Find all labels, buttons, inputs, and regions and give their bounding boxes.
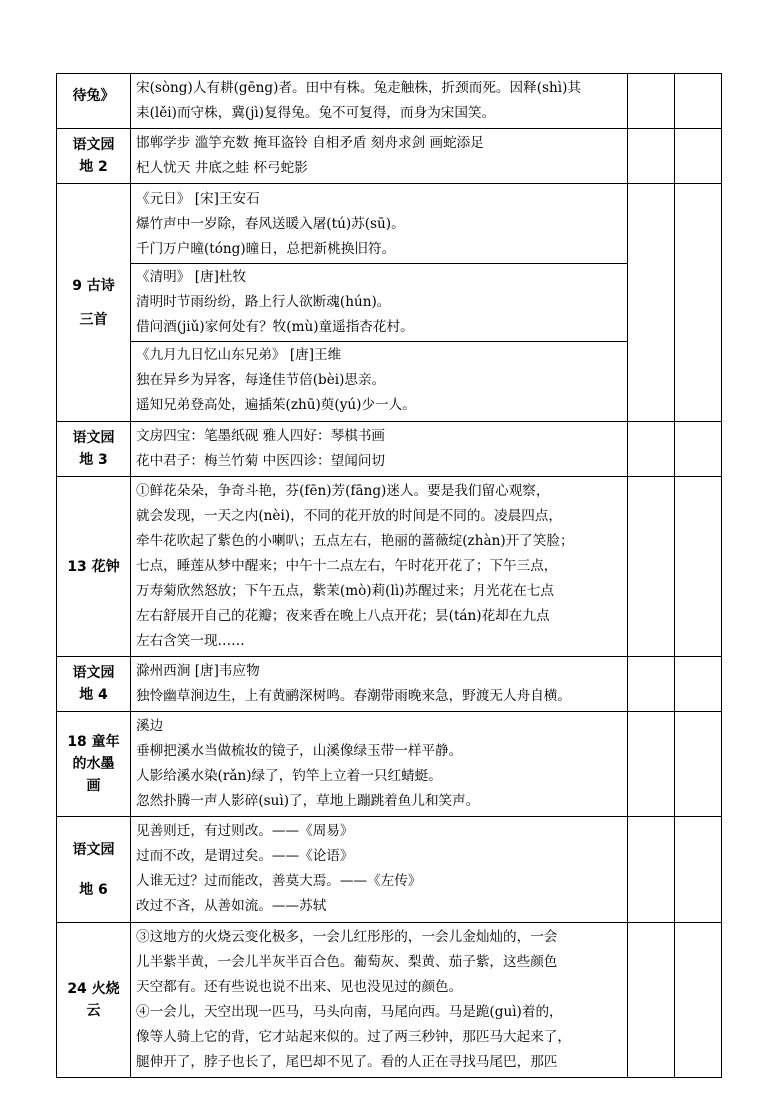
- check-cell-2: [675, 74, 722, 129]
- recitation-content-cell: [131, 923, 628, 1078]
- content-line: ①鲜花朵朵，争奇斗艳，芬(fēn)芳(fāng)迷人。要是我们留心观察，: [136, 483, 550, 499]
- check-cell-1: [628, 184, 675, 422]
- lesson-title-line: 地 2: [79, 159, 108, 175]
- content-line: 牵牛花吹起了紫色的小喇叭；五点左右，艳丽的蔷薇绽(zhàn)开了笑脸；: [136, 533, 574, 549]
- check-cell-2: [675, 422, 722, 477]
- lesson-title-line: 云: [86, 1003, 101, 1019]
- table-row: [57, 817, 722, 923]
- poem-line: 借问酒(jiǔ)家何处有？牧(mù)童遥指杏花村。: [136, 319, 414, 335]
- recitation-content-cell: [131, 712, 628, 817]
- recitation-content-cell: [131, 184, 628, 422]
- table-row: [57, 184, 722, 422]
- poem-title: 《九月九日忆山东兄弟》 [唐]王维: [136, 347, 342, 363]
- recitation-content-cell: [131, 422, 628, 477]
- check-cell-1: [628, 657, 675, 712]
- table-row: [57, 477, 722, 657]
- content-line: 左右含笑一现……: [136, 633, 245, 649]
- content-line: ③这地方的火烧云变化极多，一会儿红彤彤的，一会儿金灿灿的，一会: [136, 929, 558, 945]
- content-line: ④一会儿，天空出现一匹马，马头向南，马尾向西。马是跪(guì)着的，: [136, 1004, 563, 1020]
- recitation-content-cell: [131, 129, 628, 184]
- content-line: 垂柳把溪水当做梳妆的镜子，山溪像绿玉带一样平静。: [136, 743, 463, 759]
- content-line: 花中君子：梅兰竹菊 中医四诊：望闻问切: [136, 453, 386, 469]
- lesson-title-line: 语文园: [72, 137, 115, 153]
- lesson-title-cell: [57, 477, 131, 657]
- content-line: 天空都有。还有些说也说不出来、见也没见过的颜色。: [136, 979, 463, 995]
- table-row: [57, 74, 722, 129]
- lesson-title-cell: [57, 74, 131, 129]
- poem-line: 千门万户曈(tóng)曈日，总把新桃换旧符。: [136, 241, 396, 257]
- poem-block: [131, 264, 627, 342]
- content-line: 耒(lěi)而守株，冀(jì)复得兔。兔不可复得，而身为宋国笑。: [136, 105, 496, 121]
- check-cell-2: [675, 477, 722, 657]
- content-line: 左右舒展开自己的花瓣；夜来香在晚上八点开花；昙(tán)花却在九点: [136, 608, 550, 624]
- table-row: [57, 422, 722, 477]
- content-line: 腿伸开了，脖子也长了，尾巴却不见了。看的人正在寻找马尾巴，那匹: [136, 1054, 558, 1070]
- content-line: 七点，睡莲从梦中醒来；中午十二点左右，午时花开花了；下午三点，: [136, 558, 558, 574]
- lesson-title-line: 地 3: [79, 452, 108, 468]
- check-cell-2: [675, 184, 722, 422]
- poem-line: 爆竹声中一岁除，春风送暖入屠(tú)苏(sū)。: [136, 216, 405, 232]
- table-row: [57, 657, 722, 712]
- poem-block: [131, 342, 627, 419]
- content-line: 像等人骑上它的背，它才站起来似的。过了两三秒钟，那匹马大起来了，: [136, 1029, 571, 1045]
- check-cell-2: [675, 817, 722, 923]
- lesson-title-line: 的水墨: [72, 756, 115, 772]
- lesson-title-line: 语文园: [72, 841, 115, 858]
- check-cell-2: [675, 923, 722, 1078]
- table-row: [57, 129, 722, 184]
- lesson-title-line: 9 古诗: [72, 277, 115, 294]
- content-line: 万寿菊欣然怒放；下午五点，紫茉(mò)莉(lì)苏醒过来；月光花在七点: [136, 583, 555, 599]
- content-line: 溪边: [136, 718, 164, 734]
- content-line: 杞人忧天 井底之蛙 杯弓蛇影: [136, 160, 308, 176]
- check-cell-2: [675, 712, 722, 817]
- content-line: 人影给溪水染(rǎn)绿了，钓竿上立着一只红蜻蜓。: [136, 768, 442, 784]
- check-cell-2: [675, 657, 722, 712]
- check-cell-1: [628, 712, 675, 817]
- recitation-content-cell: [131, 817, 628, 923]
- lesson-title-line: 13 花钟: [67, 558, 120, 575]
- lesson-title-cell: [57, 184, 131, 422]
- recitation-table: [56, 73, 722, 1078]
- lesson-title-line: 语文园: [72, 665, 115, 681]
- lesson-title-cell: [57, 657, 131, 712]
- recitation-content-cell: [131, 74, 628, 129]
- lesson-title-line: 地 6: [79, 881, 108, 898]
- recitation-table-body: [57, 74, 722, 1078]
- lesson-title-line: 24 火烧: [67, 981, 120, 997]
- check-cell-1: [628, 817, 675, 923]
- check-cell-1: [628, 74, 675, 129]
- lesson-title-cell: [57, 923, 131, 1078]
- check-cell-1: [628, 129, 675, 184]
- content-line: 见善则迁，有过则改。——《周易》: [136, 823, 354, 839]
- recitation-content-cell: [131, 657, 628, 712]
- content-line: 独怜幽草涧边生，上有黄鹂深树鸣。春潮带雨晚来急，野渡无人舟自横。: [136, 688, 571, 704]
- poem-title: 《元日》 [宋]王安石: [136, 191, 260, 207]
- lesson-title-line: 待兔》: [72, 88, 115, 104]
- content-line: 滁州西涧 [唐]韦应物: [136, 663, 260, 679]
- poem-line: 遥知兄弟登高处，遍插茱(zhū)萸(yú)少一人。: [136, 397, 416, 413]
- content-line: 忽然扑腾一声人影碎(suì)了，草地上蹦跳着鱼儿和笑声。: [136, 793, 480, 809]
- lesson-title-line: 画: [86, 778, 101, 794]
- lesson-title-line: 地 4: [79, 687, 108, 703]
- lesson-title-line: 18 童年: [67, 734, 120, 750]
- recitation-content-cell: [131, 477, 628, 657]
- content-line: 邯郸学步 滥竽充数 掩耳盗铃 自相矛盾 刻舟求剑 画蛇添足: [136, 135, 484, 151]
- check-cell-1: [628, 477, 675, 657]
- content-line: 改过不吝，从善如流。——苏轼: [136, 898, 327, 914]
- poem-title: 《清明》 [唐]杜牧: [136, 269, 247, 285]
- content-line: 文房四宝：笔墨纸砚 雅人四好：琴棋书画: [136, 428, 386, 444]
- content-line: 宋(sòng)人有耕(gēng)者。田中有株。兔走触株，折颈而死。因释(shì)其: [136, 80, 581, 96]
- table-row: [57, 923, 722, 1078]
- lesson-title-cell: [57, 129, 131, 184]
- poem-line: 独在异乡为异客，每逢佳节倍(bèi)思亲。: [136, 372, 386, 388]
- check-cell-1: [628, 422, 675, 477]
- content-line: 儿半紫半黄，一会儿半灰半百合色。葡萄灰、梨黄、茄子紫，这些颜色: [136, 954, 558, 970]
- poem-line: 清明时节雨纷纷，路上行人欲断魂(hún)。: [136, 294, 391, 310]
- lesson-title-line: 语文园: [72, 430, 115, 446]
- check-cell-1: [628, 923, 675, 1078]
- content-line: 人谁无过？过而能改，善莫大焉。——《左传》: [136, 873, 422, 889]
- table-row: [57, 712, 722, 817]
- lesson-title-cell: [57, 817, 131, 923]
- content-line: 过而不改，是谓过矣。——《论语》: [136, 848, 354, 864]
- check-cell-2: [675, 129, 722, 184]
- poem-block: [131, 186, 627, 264]
- lesson-title-cell: [57, 422, 131, 477]
- content-line: 就会发现，一天之内(nèi)，不同的花开放的时间是不同的。凌晨四点，: [136, 508, 562, 524]
- lesson-title-line: 三首: [79, 311, 108, 328]
- lesson-title-cell: [57, 712, 131, 817]
